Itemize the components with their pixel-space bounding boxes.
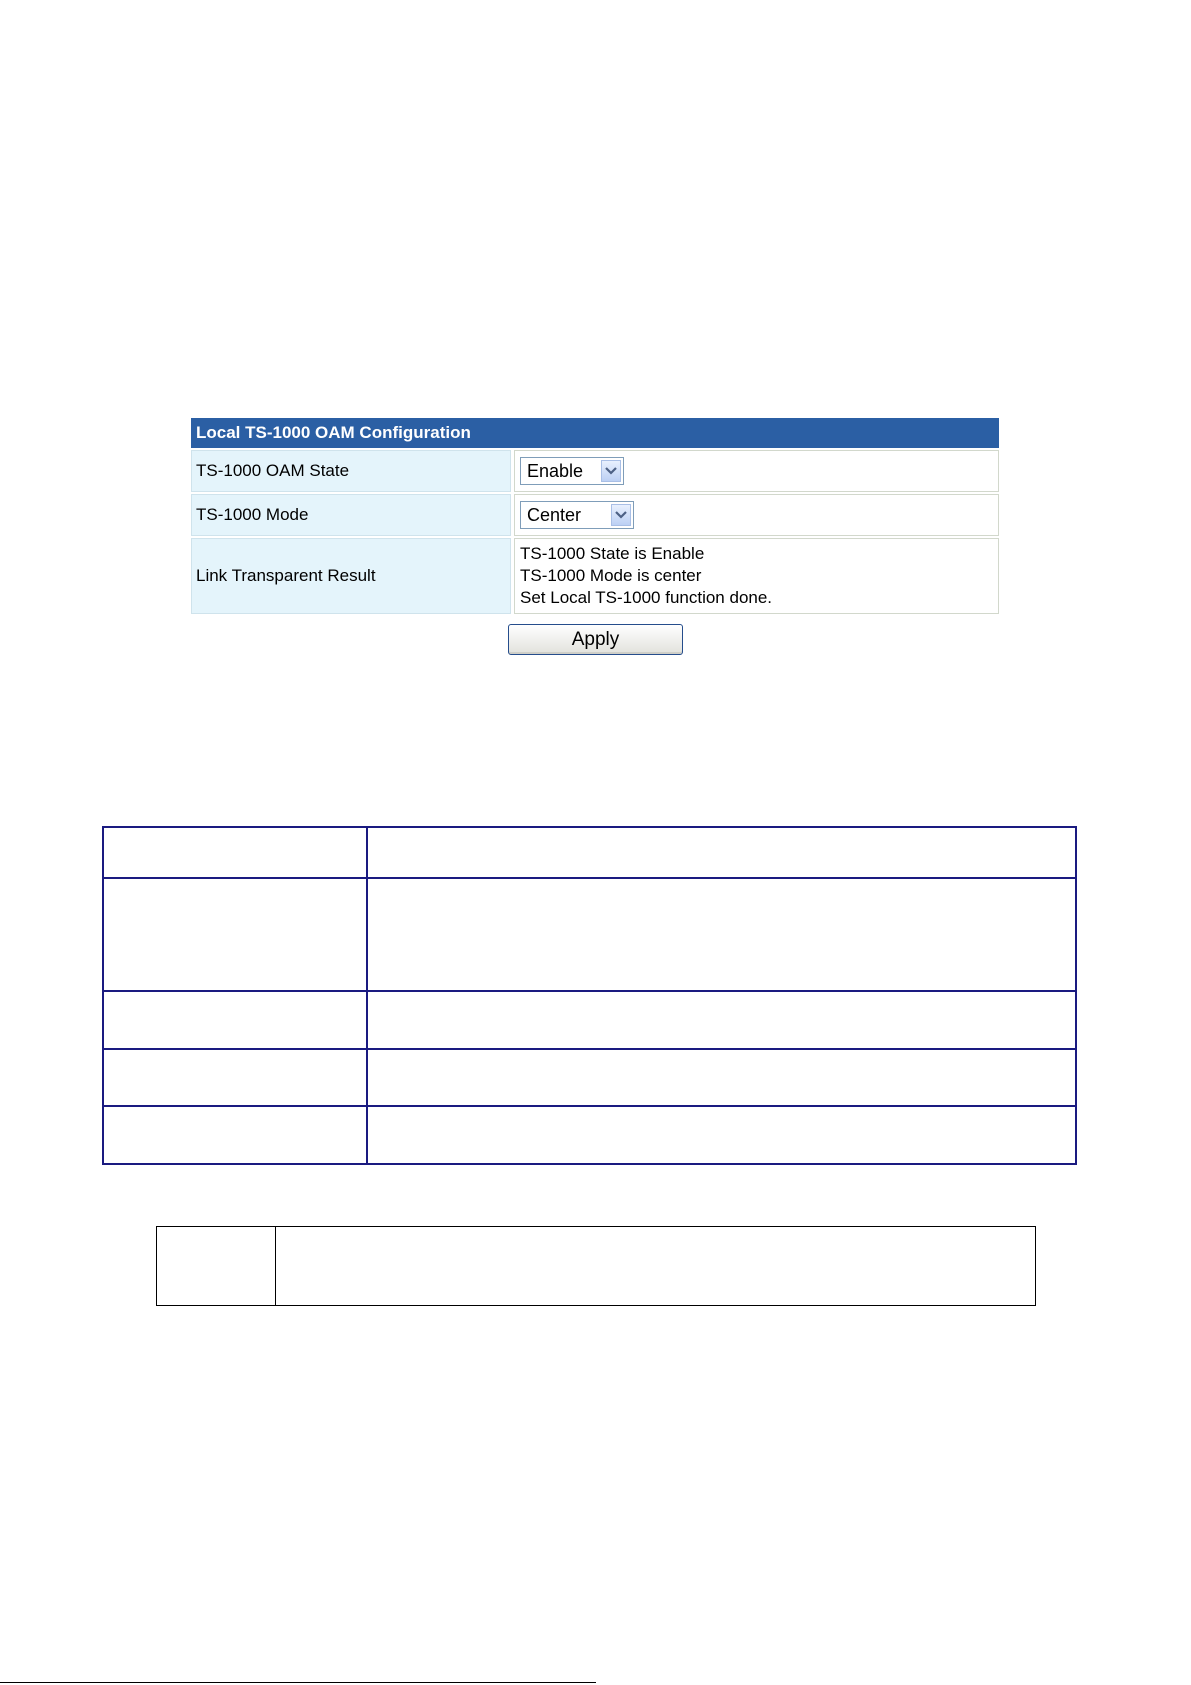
apply-button[interactable]: Apply xyxy=(508,624,683,655)
table-cell xyxy=(367,991,1076,1049)
note-text-cell xyxy=(276,1227,1036,1306)
result-line: Set Local TS-1000 function done. xyxy=(520,588,773,607)
table-cell xyxy=(367,1106,1076,1164)
note-table xyxy=(156,1226,1036,1306)
note-label-cell xyxy=(157,1227,276,1306)
table-row xyxy=(157,1227,1036,1306)
table-cell xyxy=(103,827,367,878)
mode-select[interactable] xyxy=(520,501,634,529)
result-line: TS-1000 Mode is center xyxy=(520,566,702,585)
table-cell xyxy=(367,878,1076,991)
config-title: Local TS-1000 OAM Configuration xyxy=(191,418,999,448)
config-row-mode xyxy=(191,494,999,536)
oam-state-select[interactable] xyxy=(520,457,624,485)
apply-wrap xyxy=(508,624,683,655)
oam-state-selected-value: Enable xyxy=(527,460,584,481)
footnote-divider xyxy=(0,1682,596,1683)
chevron-down-icon[interactable] xyxy=(601,460,621,482)
table-cell xyxy=(367,1049,1076,1106)
mode-cell xyxy=(514,494,999,536)
table-row xyxy=(103,1106,1076,1164)
config-panel xyxy=(191,418,999,614)
mode-selected-value: Center xyxy=(527,504,582,525)
result-line: TS-1000 State is Enable xyxy=(520,544,705,563)
table-row xyxy=(103,991,1076,1049)
oam-state-cell xyxy=(514,450,999,492)
table-row xyxy=(103,878,1076,991)
oam-state-label: TS-1000 OAM State xyxy=(191,450,511,492)
table-cell xyxy=(103,1049,367,1106)
table-cell xyxy=(103,878,367,991)
table-cell xyxy=(367,827,1076,878)
mode-label: TS-1000 Mode xyxy=(191,494,511,536)
config-row-result xyxy=(191,538,999,614)
table-cell xyxy=(103,1106,367,1164)
table-cell xyxy=(103,991,367,1049)
result-cell xyxy=(514,538,999,614)
table-row xyxy=(103,827,1076,878)
description-table xyxy=(102,826,1077,1165)
table-row xyxy=(103,1049,1076,1106)
chevron-down-icon[interactable] xyxy=(611,504,631,526)
result-label: Link Transparent Result xyxy=(191,538,511,614)
config-row-oam-state xyxy=(191,450,999,492)
result-text xyxy=(520,543,772,609)
